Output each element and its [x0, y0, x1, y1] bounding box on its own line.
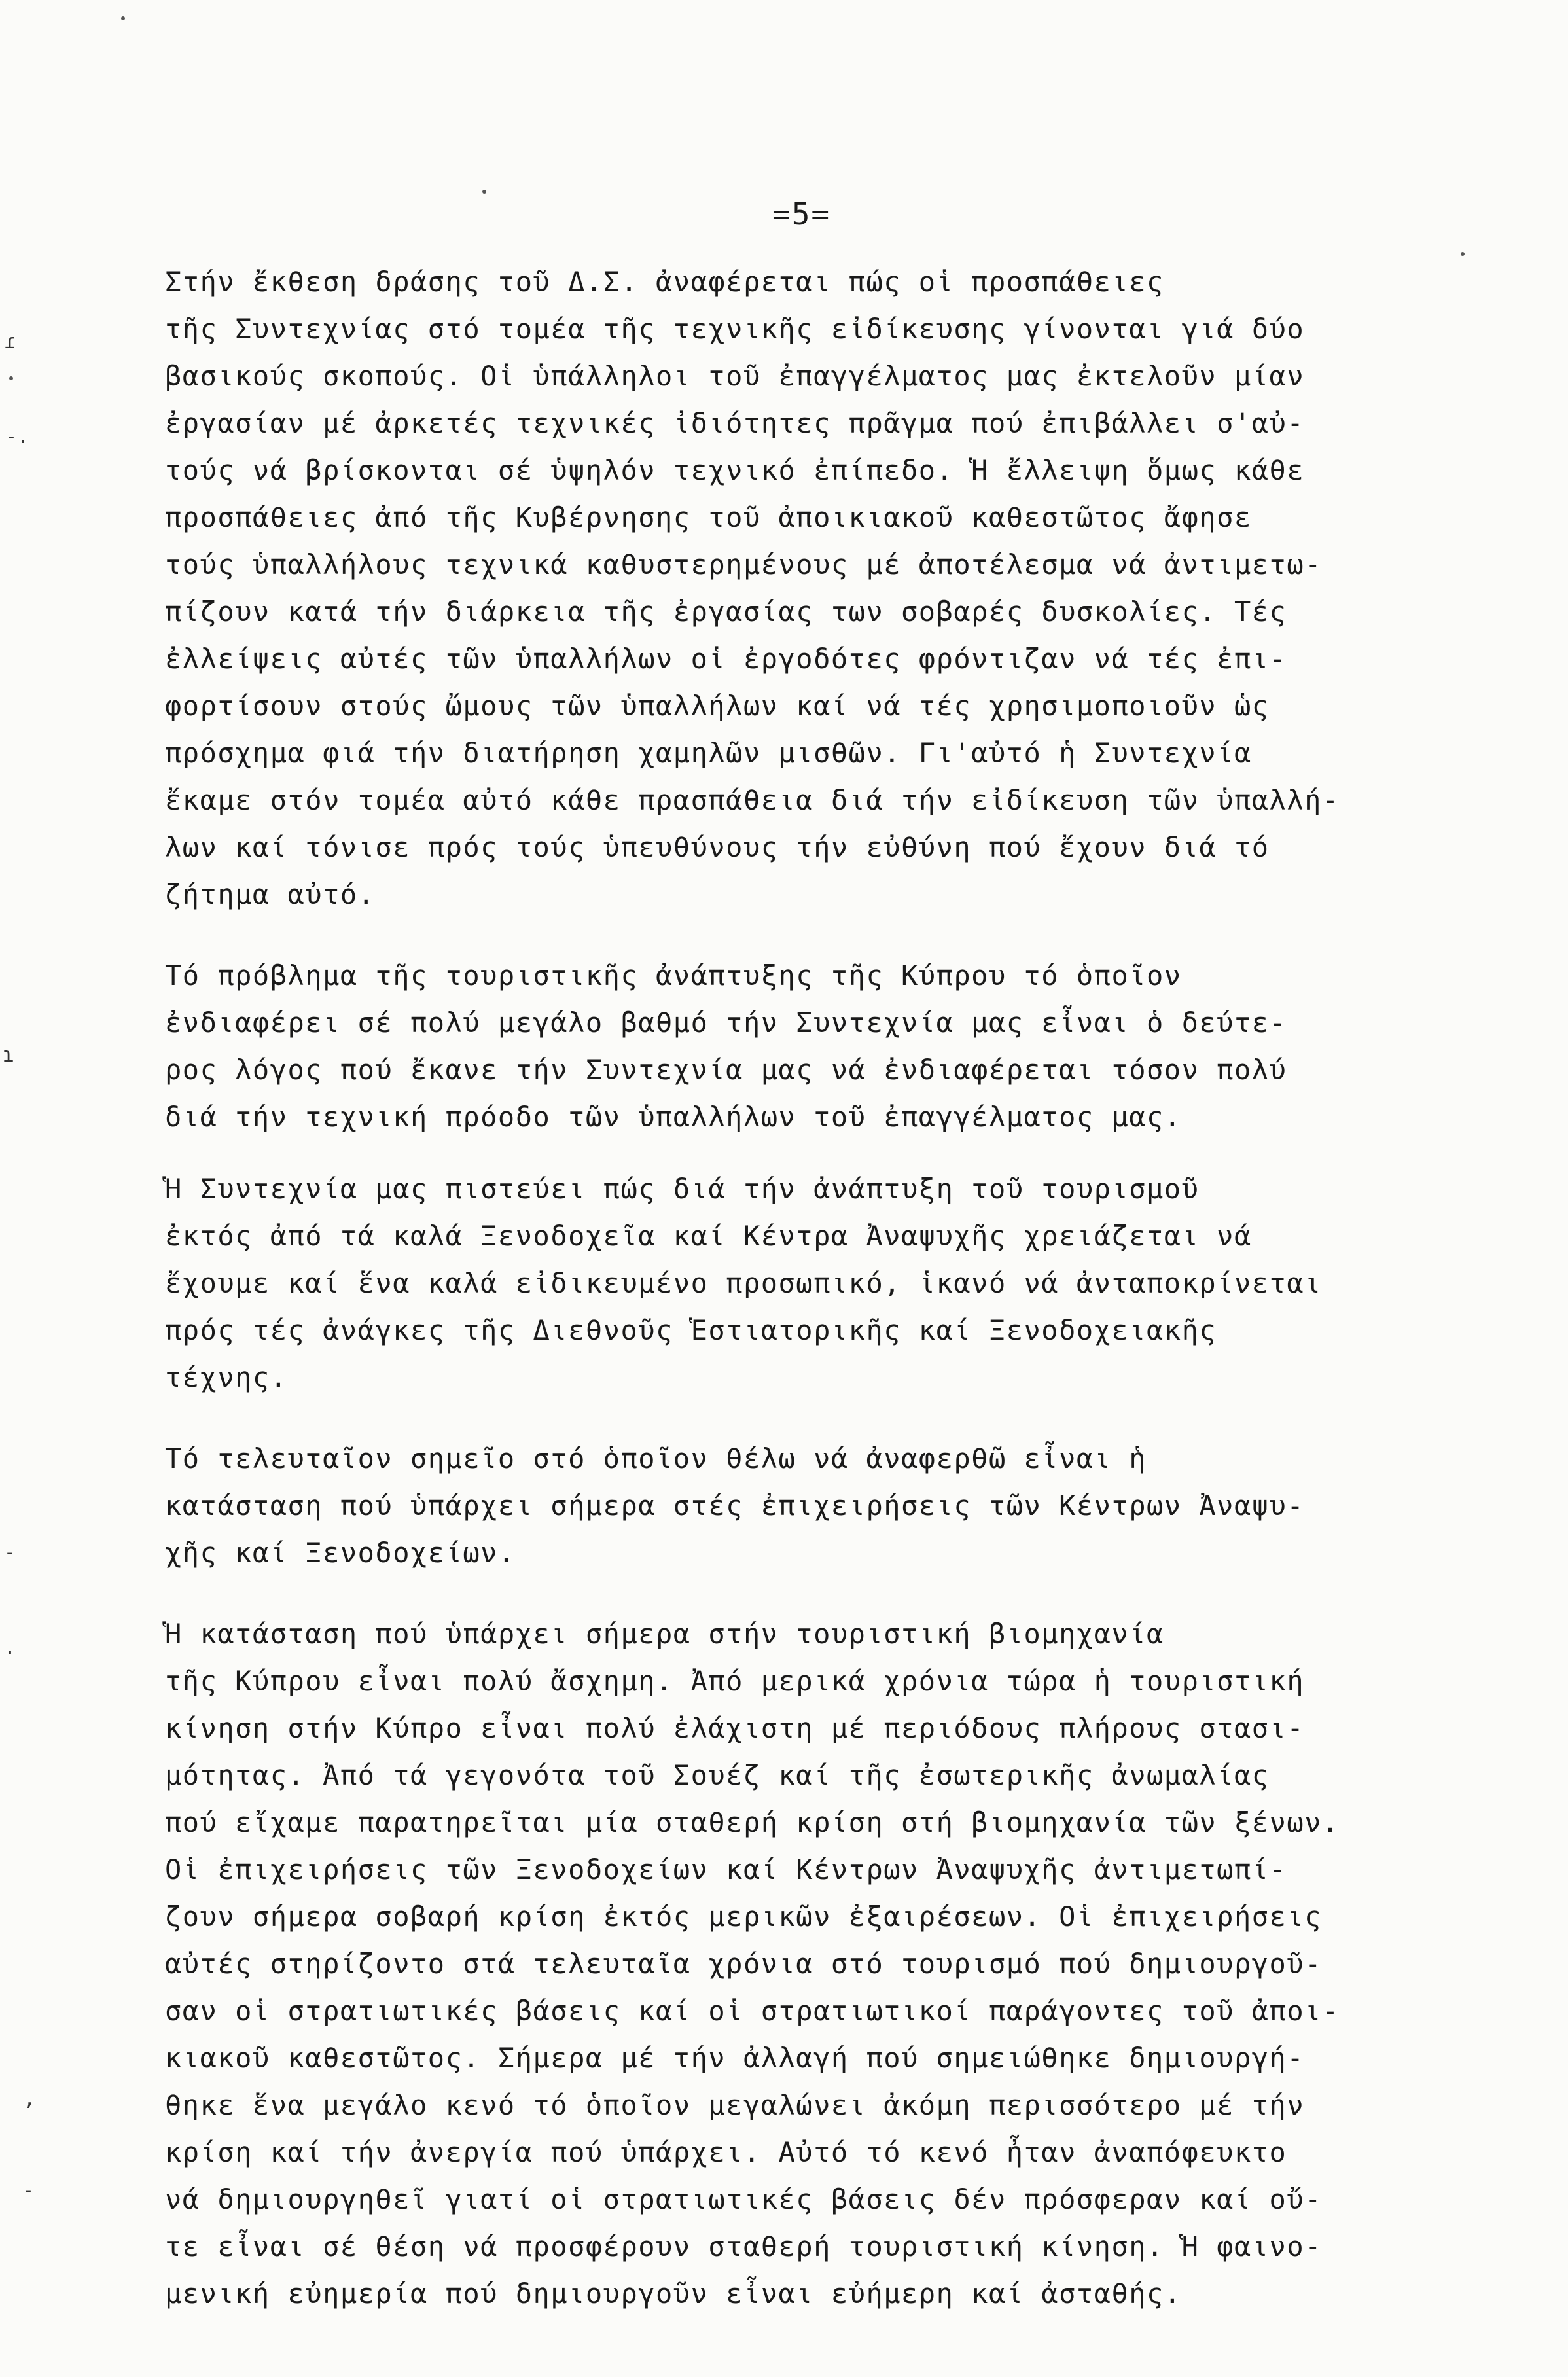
text-line: θηκε ἕνα μεγάλο κενό τό ὁποῖον μεγαλώνει ἀκόμη περισσότερο μέ τήν	[165, 2089, 1305, 2121]
scan-speck	[1461, 252, 1465, 256]
page-number: =5=	[772, 196, 831, 232]
margin-mark: ɿ	[3, 1044, 15, 1067]
scan-speck	[482, 190, 486, 194]
text-line: λων καί τόνισε πρός τούς ὑπευθύνους τήν εὐθύνη πού ἔχουν διά τό	[165, 831, 1270, 863]
margin-mark: -.	[5, 425, 29, 448]
text-line: Τό πρόβλημα τῆς τουριστικῆς ἀνάπτυξης τῆς Κύπρου τό ὁποῖον	[165, 959, 1182, 992]
text-line: ἐργασίαν μέ ἀρκετές τεχνικές ἰδιότητες πρᾶγμα πού ἐπιβάλλει σ'αὐ-	[165, 407, 1305, 439]
text-line: ζήτημα αὐτό.	[165, 878, 376, 910]
margin-mark: ɾ	[4, 331, 16, 353]
text-line: Τό τελευταῖον σημεῖο στό ὁποῖον θέλω νά ἀναφερθῶ εἶναι ἡ	[165, 1442, 1147, 1474]
text-line: χῆς καί Ξενοδοχείων.	[165, 1537, 516, 1569]
text-line: νά δημιουργηθεῖ γιατί οἱ στρατιωτικές βάσεις δέν πρόσφεραν καί οὔ-	[165, 2183, 1322, 2215]
text-line: ρος λόγος πού ἔκανε τήν Συντεχνία μας νά ἐνδιαφέρεται τόσον πολύ	[165, 1054, 1287, 1086]
margin-dot	[9, 376, 13, 380]
margin-mark: -	[22, 2179, 35, 2202]
margin-mark: ,	[24, 2088, 36, 2111]
text-line: κρίση καί τήν ἀνεργία πού ὑπάρχει. Αὐτό τό κενό ἦταν ἀναπόφευκτο	[165, 2136, 1287, 2168]
text-line: μότητας. Ἀπό τά γεγονότα τοῦ Σουέζ καί τῆς ἐσωτερικῆς ἀνωμαλίας	[165, 1759, 1270, 1791]
paragraph-1	[165, 259, 1513, 918]
text-line: τῆς Κύπρου εἶναι πολύ ἄσχημη. Ἀπό μερικά χρόνια τώρα ἡ τουριστική	[165, 1665, 1305, 1697]
text-line: κατάσταση πού ὑπάρχει σήμερα στές ἐπιχειρήσεις τῶν Κέντρων Ἀναψυ-	[165, 1490, 1305, 1522]
paragraph-2	[165, 952, 1513, 1141]
text-line: ζουν σήμερα σοβαρή κρίση ἐκτός μερικῶν ἐξαιρέσεων. Οἱ ἐπιχειρήσεις	[165, 1901, 1322, 1933]
text-line: ἐνδιαφέρει σέ πολύ μεγάλο βαθμό τήν Συντεχνία μας εἶναι ὁ δεύτε-	[165, 1007, 1287, 1039]
text-line: τούς ὑπαλλήλους τεχνικά καθυστερημένους μέ ἀποτέλεσμα νά ἀντιμετω-	[165, 548, 1322, 581]
text-line: ἔκαμε στόν τομέα αὐτό κάθε πρασπάθεια διά τήν εἰδίκευση τῶν ὑπαλλή-	[165, 784, 1340, 816]
paragraph-5	[165, 1611, 1513, 2317]
text-line: σαν οἱ στρατιωτικές βάσεις καί οἱ στρατιωτικοί παράγοντες τοῦ ἀποι-	[165, 1995, 1340, 2027]
paragraph-3	[165, 1166, 1513, 1401]
text-line: τούς νά βρίσκονται σέ ὑψηλόν τεχνικό ἐπίπεδο. Ἡ ἔλλειψη ὅμως κάθε	[165, 454, 1305, 486]
text-line: βασικούς σκοπούς. Οἱ ὑπάλληλοι τοῦ ἐπαγγέλματος μας ἐκτελοῦν μίαν	[165, 360, 1305, 392]
text-line: κιακοῦ καθεστῶτος. Σήμερα μέ τήν ἀλλαγή πού σημειώθηκε δημιουργή-	[165, 2042, 1305, 2074]
text-line: πρόσχημα φιά τήν διατήρηση χαμηλῶν μισθῶν. Γι'αὐτό ἡ Συντεχνία	[165, 737, 1252, 769]
text-line: μενική εὐημερία πού δημιουργοῦν εἶναι εὐήμερη καί ἀσταθής.	[165, 2278, 1182, 2310]
text-line: πρός τές ἀνάγκες τῆς Διεθνοῦς Ἑστιατορικῆς καί Ξενοδοχειακῆς	[165, 1314, 1217, 1346]
text-line: Ἡ Συντεχνία μας πιστεύει πώς διά τήν ἀνάπτυξη τοῦ τουρισμοῦ	[165, 1173, 1200, 1205]
text-line: πίζουν κατά τήν διάρκεια τῆς ἐργασίας των σοβαρές δυσκολίες. Τές	[165, 596, 1287, 628]
document-body	[165, 259, 1513, 2317]
text-line: τέχνης.	[165, 1361, 288, 1393]
scan-speck	[121, 16, 125, 20]
text-line: αὐτές στηρίζοντο στά τελευταῖα χρόνια στό τουρισμό πού δημιουργοῦ-	[165, 1948, 1322, 1980]
text-line: ἐλλείψεις αὐτές τῶν ὑπαλλήλων οἱ ἐργοδότες φρόντιζαν νά τές ἐπι-	[165, 643, 1287, 675]
text-line: ἔχουμε καί ἕνα καλά εἰδικευμένο προσωπικό, ἱκανό νά ἀνταποκρίνεται	[165, 1267, 1322, 1299]
text-line: τε εἶναι σέ θέση νά προσφέρουν σταθερή τουριστική κίνηση. Ἡ φαινο-	[165, 2230, 1322, 2262]
text-line: τῆς Συντεχνίας στό τομέα τῆς τεχνικῆς εἰδίκευσης γίνονται γιά δύο	[165, 313, 1305, 345]
margin-mark: -	[4, 1541, 16, 1564]
text-line: Στήν ἔκθεση δράσης τοῦ Δ.Σ. ἀναφέρεται πώς οἱ προσπάθειες	[165, 266, 1164, 298]
text-line: κίνηση στήν Κύπρο εἶναι πολύ ἐλάχιστη μέ περιόδους πλήρους στασι-	[165, 1712, 1305, 1744]
text-line: πού εἴχαμε παρατηρεῖται μία σταθερή κρίση στή βιομηχανία τῶν ξένων.	[165, 1806, 1340, 1838]
paragraph-4	[165, 1435, 1513, 1577]
text-line: ἐκτός ἀπό τά καλά Ξενοδοχεῖα καί Κέντρα Ἀναψυχῆς χρειάζεται νά	[165, 1220, 1252, 1252]
text-line: Οἱ ἐπιχειρήσεις τῶν Ξενοδοχείων καί Κέντρων Ἀναψυχῆς ἀντιμετωπί-	[165, 1853, 1287, 1886]
text-line: φορτίσουν στούς ὤμους τῶν ὑπαλλήλων καί νά τές χρησιμοποιοῦν ὡς	[165, 690, 1270, 722]
margin-mark: .	[4, 1636, 16, 1659]
text-line: προσπάθειες ἀπό τῆς Κυβέρνησης τοῦ ἀποικιακοῦ καθεστῶτος ἄφησε	[165, 501, 1252, 533]
text-line: Ἡ κατάσταση πού ὑπάρχει σήμερα στήν τουριστική βιομηχανία	[165, 1618, 1164, 1650]
text-line: διά τήν τεχνική πρόοδο τῶν ὑπαλλήλων τοῦ ἐπαγγέλματος μας.	[165, 1101, 1182, 1133]
